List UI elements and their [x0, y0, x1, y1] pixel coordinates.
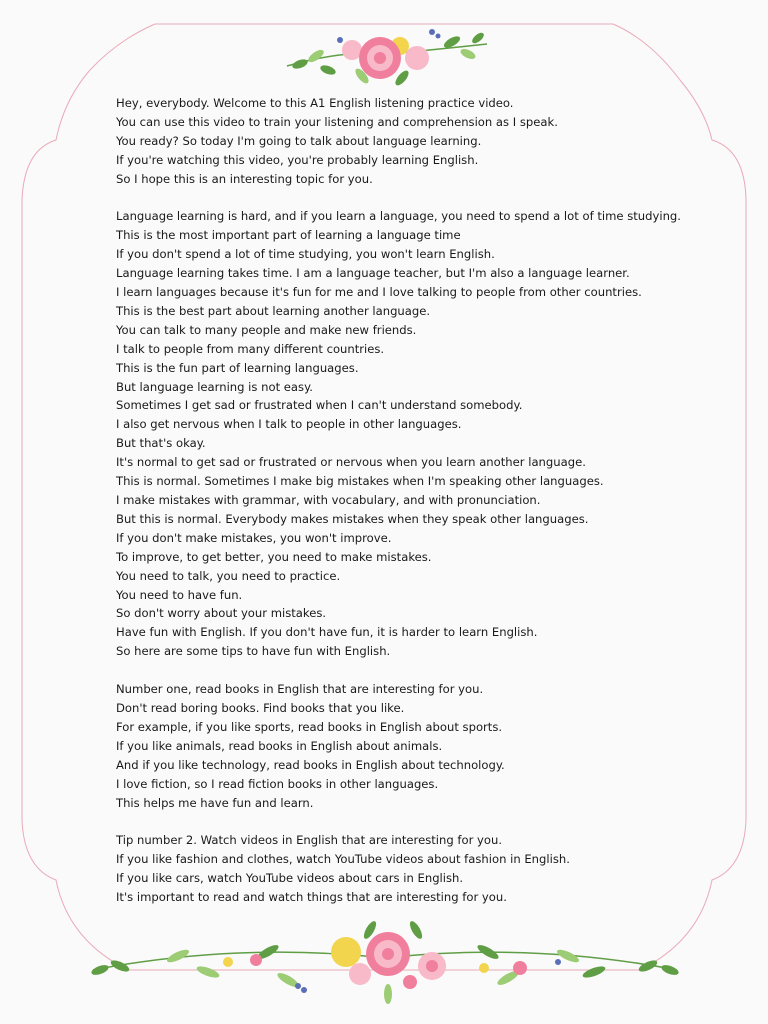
text-line: If you don't spend a lot of time studying, you won't learn English. [116, 247, 495, 262]
text-line: This helps me have fun and learn. [116, 795, 314, 810]
text-line: And if you like technology, read books in English about technology. [116, 757, 505, 772]
text-line: Sometimes I get sad or frustrated when I can't understand somebody. [116, 398, 523, 413]
text-line: This is the fun part of learning languages. [116, 360, 359, 375]
top-floral-icon [282, 20, 492, 88]
text-line: I learn languages because it's fun for me and I love talking to people from other countries. [116, 285, 642, 300]
text-line: You can talk to many people and make new friends. [116, 322, 417, 337]
text-line: Don't read boring books. Find books that you like. [116, 700, 405, 715]
text-line: But language learning is not easy. [116, 379, 313, 394]
text-line: If you don't make mistakes, you won't improve. [116, 530, 392, 545]
text-line: It's important to read and watch things that are interesting for you. [116, 890, 507, 905]
paragraph [116, 207, 716, 661]
text-line: For example, if you like sports, read books in English about sports. [116, 719, 503, 734]
text-line: You need to have fun. [116, 587, 243, 602]
text-line: You need to talk, you need to practice. [116, 568, 341, 583]
text-line: To improve, to get better, you need to make mistakes. [116, 549, 432, 564]
text-line: So here are some tips to have fun with English. [116, 644, 391, 659]
text-line: Number one, read books in English that are interesting for you. [116, 682, 484, 697]
text-line: If you like cars, watch YouTube videos about cars in English. [116, 871, 464, 886]
text-line: I also get nervous when I talk to people in other languages. [116, 417, 462, 432]
text-line: I make mistakes with grammar, with vocabulary, and with pronunciation. [116, 493, 541, 508]
text-line: I talk to people from many different countries. [116, 341, 385, 356]
text-line: Language learning is hard, and if you learn a language, you need to spend a lot of time studying. [116, 209, 681, 224]
paragraph [116, 680, 716, 812]
text-line: Have fun with English. If you don't have fun, it is harder to learn English. [116, 625, 538, 640]
text-line: This is the best part about learning another language. [116, 303, 431, 318]
text-line: So I hope this is an interesting topic for you. [116, 171, 373, 186]
text-line: This is the most important part of learning a language time [116, 228, 461, 243]
text-line: But this is normal. Everybody makes mistakes when they speak other languages. [116, 511, 589, 526]
bottom-floral-icon [88, 912, 682, 1012]
text-line: If you like fashion and clothes, watch YouTube videos about fashion in English. [116, 852, 570, 867]
text-line: This is normal. Sometimes I make big mistakes when I'm speaking other languages. [116, 474, 604, 489]
paragraph [116, 831, 716, 907]
text-line: I love fiction, so I read fiction books in other languages. [116, 776, 439, 791]
text-line: But that's okay. [116, 436, 206, 451]
text-line: Hey, everybody. Welcome to this A1 English listening practice video. [116, 96, 514, 110]
document-body [116, 94, 716, 926]
text-line: If you like animals, read books in English about animals. [116, 738, 443, 753]
text-line: It's normal to get sad or frustrated or nervous when you learn another language. [116, 455, 586, 470]
text-line: If you're watching this video, you're probably learning English. [116, 152, 479, 167]
text-line: You can use this video to train your listening and comprehension as I speak. [116, 114, 558, 129]
text-line: So don't worry about your mistakes. [116, 606, 327, 621]
paragraph [116, 94, 716, 189]
text-line: You ready? So today I'm going to talk about language learning. [116, 133, 482, 148]
text-line: Tip number 2. Watch videos in English that are interesting for you. [116, 833, 503, 848]
text-line: Language learning takes time. I am a language teacher, but I'm also a language learner. [116, 266, 630, 281]
